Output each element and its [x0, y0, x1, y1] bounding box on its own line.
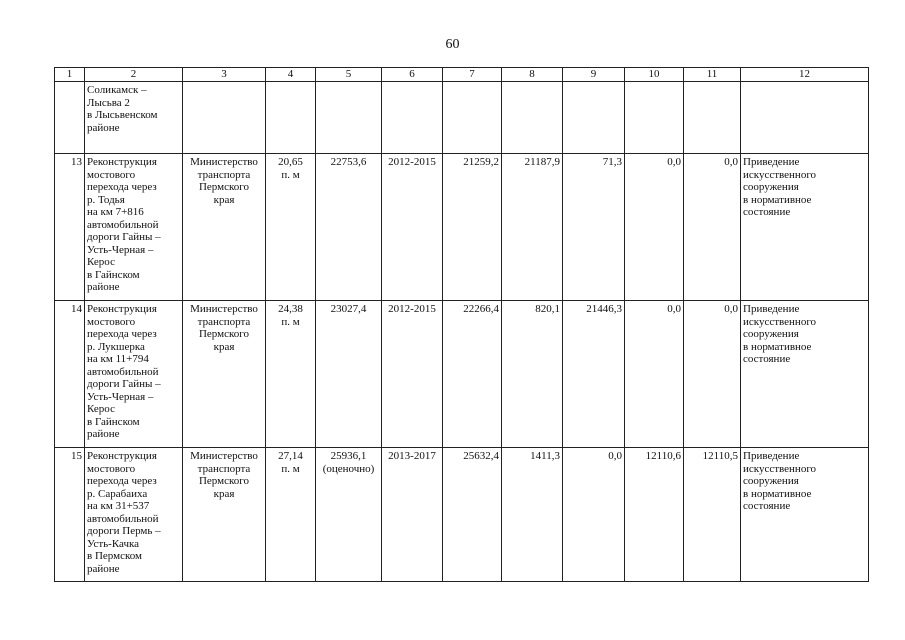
header-cell: 1 — [55, 68, 85, 82]
capacity — [266, 82, 316, 154]
expected-result: Приведение искусственного сооружения в нормативное состояние — [741, 154, 869, 301]
page-number: 60 — [445, 37, 460, 52]
object-name: Реконструкция мостового перехода через р. Тодья на км 7+816 автомобильной дороги Гайны – Усть-Черная – Керос в Гайнском районе — [85, 154, 183, 301]
amount-col-8: 1411,3 — [502, 448, 563, 582]
header-cell: 8 — [502, 68, 563, 82]
amount-col-11 — [684, 82, 741, 154]
amount-col-10: 0,0 — [625, 154, 684, 301]
header-cell: 6 — [382, 68, 443, 82]
amount-col-11: 0,0 — [684, 154, 741, 301]
period: 2012-2015 — [382, 154, 443, 301]
amount-col-10: 0,0 — [625, 301, 684, 448]
header-cell: 2 — [85, 68, 183, 82]
object-name: Реконструкция мостового перехода через р. Лукшерка на км 11+794 автомобильной дороги Гайны – Усть-Черная – Керос в Гайнском районе — [85, 301, 183, 448]
object-name: Соликамск – Лысьва 2 в Лысьвенском районе — [85, 82, 183, 154]
amount-col-9: 21446,3 — [563, 301, 625, 448]
row-number: 13 — [55, 154, 85, 301]
row-number: 15 — [55, 448, 85, 582]
expected-result: Приведение искусственного сооружения в нормативное состояние — [741, 448, 869, 582]
header-row — [55, 68, 869, 82]
object-name: Реконструкция мостового перехода через р. Сарабаиха на км 31+537 автомобильной дороги Пермь – Усть-Качка в Пермском районе — [85, 448, 183, 582]
header-cell: 5 — [316, 68, 382, 82]
table-row — [55, 82, 869, 154]
customer: Министерство транспорта Пермского края — [183, 301, 266, 448]
estimated-cost — [316, 82, 382, 154]
customer: Министерство транспорта Пермского края — [183, 154, 266, 301]
expected-result — [741, 82, 869, 154]
capacity: 20,65 п. м — [266, 154, 316, 301]
header-cell: 9 — [563, 68, 625, 82]
period — [382, 82, 443, 154]
total-amount: 22266,4 — [443, 301, 502, 448]
amount-col-10 — [625, 82, 684, 154]
table-row — [55, 154, 869, 301]
estimated-cost: 25936,1 (оценочно) — [316, 448, 382, 582]
table-row — [55, 301, 869, 448]
total-amount: 25632,4 — [443, 448, 502, 582]
period: 2013-2017 — [382, 448, 443, 582]
table-row — [55, 448, 869, 582]
amount-col-11: 0,0 — [684, 301, 741, 448]
header-cell: 3 — [183, 68, 266, 82]
header-cell: 11 — [684, 68, 741, 82]
total-amount: 21259,2 — [443, 154, 502, 301]
amount-col-8: 820,1 — [502, 301, 563, 448]
capacity: 24,38 п. м — [266, 301, 316, 448]
amount-col-9 — [563, 82, 625, 154]
amount-col-9: 0,0 — [563, 448, 625, 582]
header-cell: 10 — [625, 68, 684, 82]
customer: Министерство транспорта Пермского края — [183, 448, 266, 582]
header-cell: 12 — [741, 68, 869, 82]
customer — [183, 82, 266, 154]
amount-col-8 — [502, 82, 563, 154]
header-cell: 4 — [266, 68, 316, 82]
row-number: 14 — [55, 301, 85, 448]
estimated-cost: 22753,6 — [316, 154, 382, 301]
period: 2012-2015 — [382, 301, 443, 448]
estimated-cost: 23027,4 — [316, 301, 382, 448]
header-cell: 7 — [443, 68, 502, 82]
amount-col-8: 21187,9 — [502, 154, 563, 301]
amount-col-10: 12110,6 — [625, 448, 684, 582]
amount-col-11: 12110,5 — [684, 448, 741, 582]
amount-col-9: 71,3 — [563, 154, 625, 301]
total-amount — [443, 82, 502, 154]
row-number — [55, 82, 85, 154]
capacity: 27,14 п. м — [266, 448, 316, 582]
expected-result: Приведение искусственного сооружения в нормативное состояние — [741, 301, 869, 448]
program-table — [54, 67, 869, 582]
